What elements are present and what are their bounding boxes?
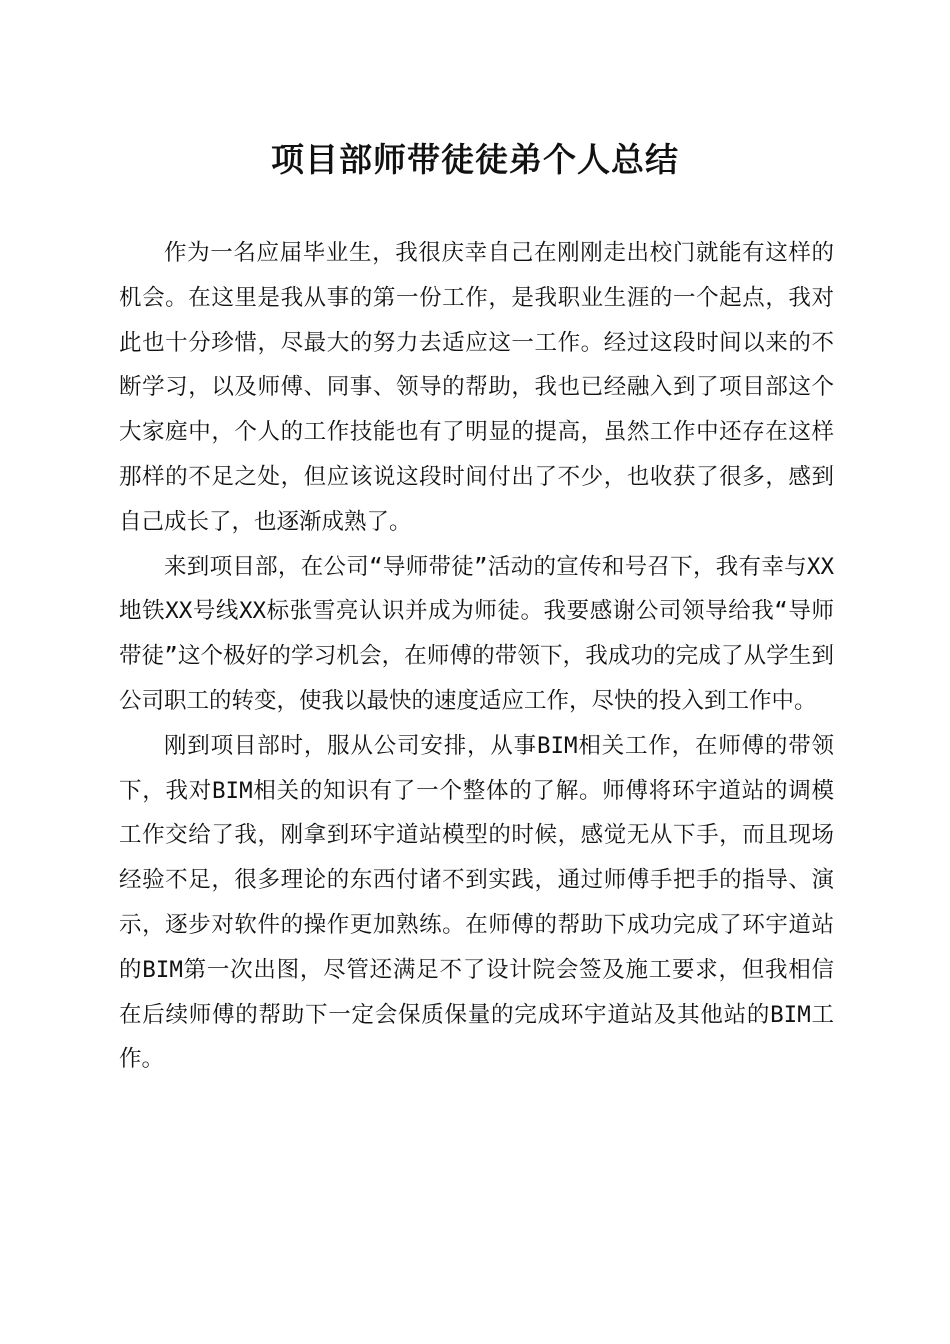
paragraph-1: 作为一名应届毕业生，我很庆幸自己在刚刚走出校门就能有这样的机会。在这里是我从事的第一份工作，是我职业生涯的一个起点，我对此也十分珍惜，尽最大的努力去适应这一工作。经过这段时间以来的不断学习，以及师傅、同事、领导的帮助，我也已经融入到了项目部这个大家庭中，个人的工作技能也有了明显的提高，虽然工作中还存在这样那样的不足之处，但应该说这段时间付出了不少，也收获了很多，感到自己成长了，也逐渐成熟了。	[119, 240, 834, 535]
document-title: 项目部师带徒徒弟个人总结	[271, 140, 679, 179]
document-body	[119, 231, 834, 1082]
paragraph-2: 来到项目部，在公司“导师带徒”活动的宣传和号召下，我有幸与XX地铁XX号线XX标张雪亮认识并成为师徒。我要感谢公司领导给我“导师带徒”这个极好的学习机会，在师傅的带领下，我成功的完成了从学生到公司职工的转变，使我以最快的速度适应工作，尽快的投入到工作中。	[119, 553, 834, 714]
paragraph-3: 刚到项目部时，服从公司安排，从事BIM相关工作，在师傅的带领下，我对BIM相关的知识有了一个整体的了解。师傅将环宇道站的调模工作交给了我，刚拿到环宇道站模型的时候，感觉无从下手，而且现场经验不足，很多理论的东西付诸不到实践，通过师傅手把手的指导、演示，逐步对软件的操作更加熟练。在师傅的帮助下成功完成了环宇道站的BIM第一次出图，尽管还满足不了设计院会签及施工要求，但我相信在后续师傅的帮助下一定会保质保量的完成环宇道站及其他站的BIM工作。	[119, 732, 834, 1073]
